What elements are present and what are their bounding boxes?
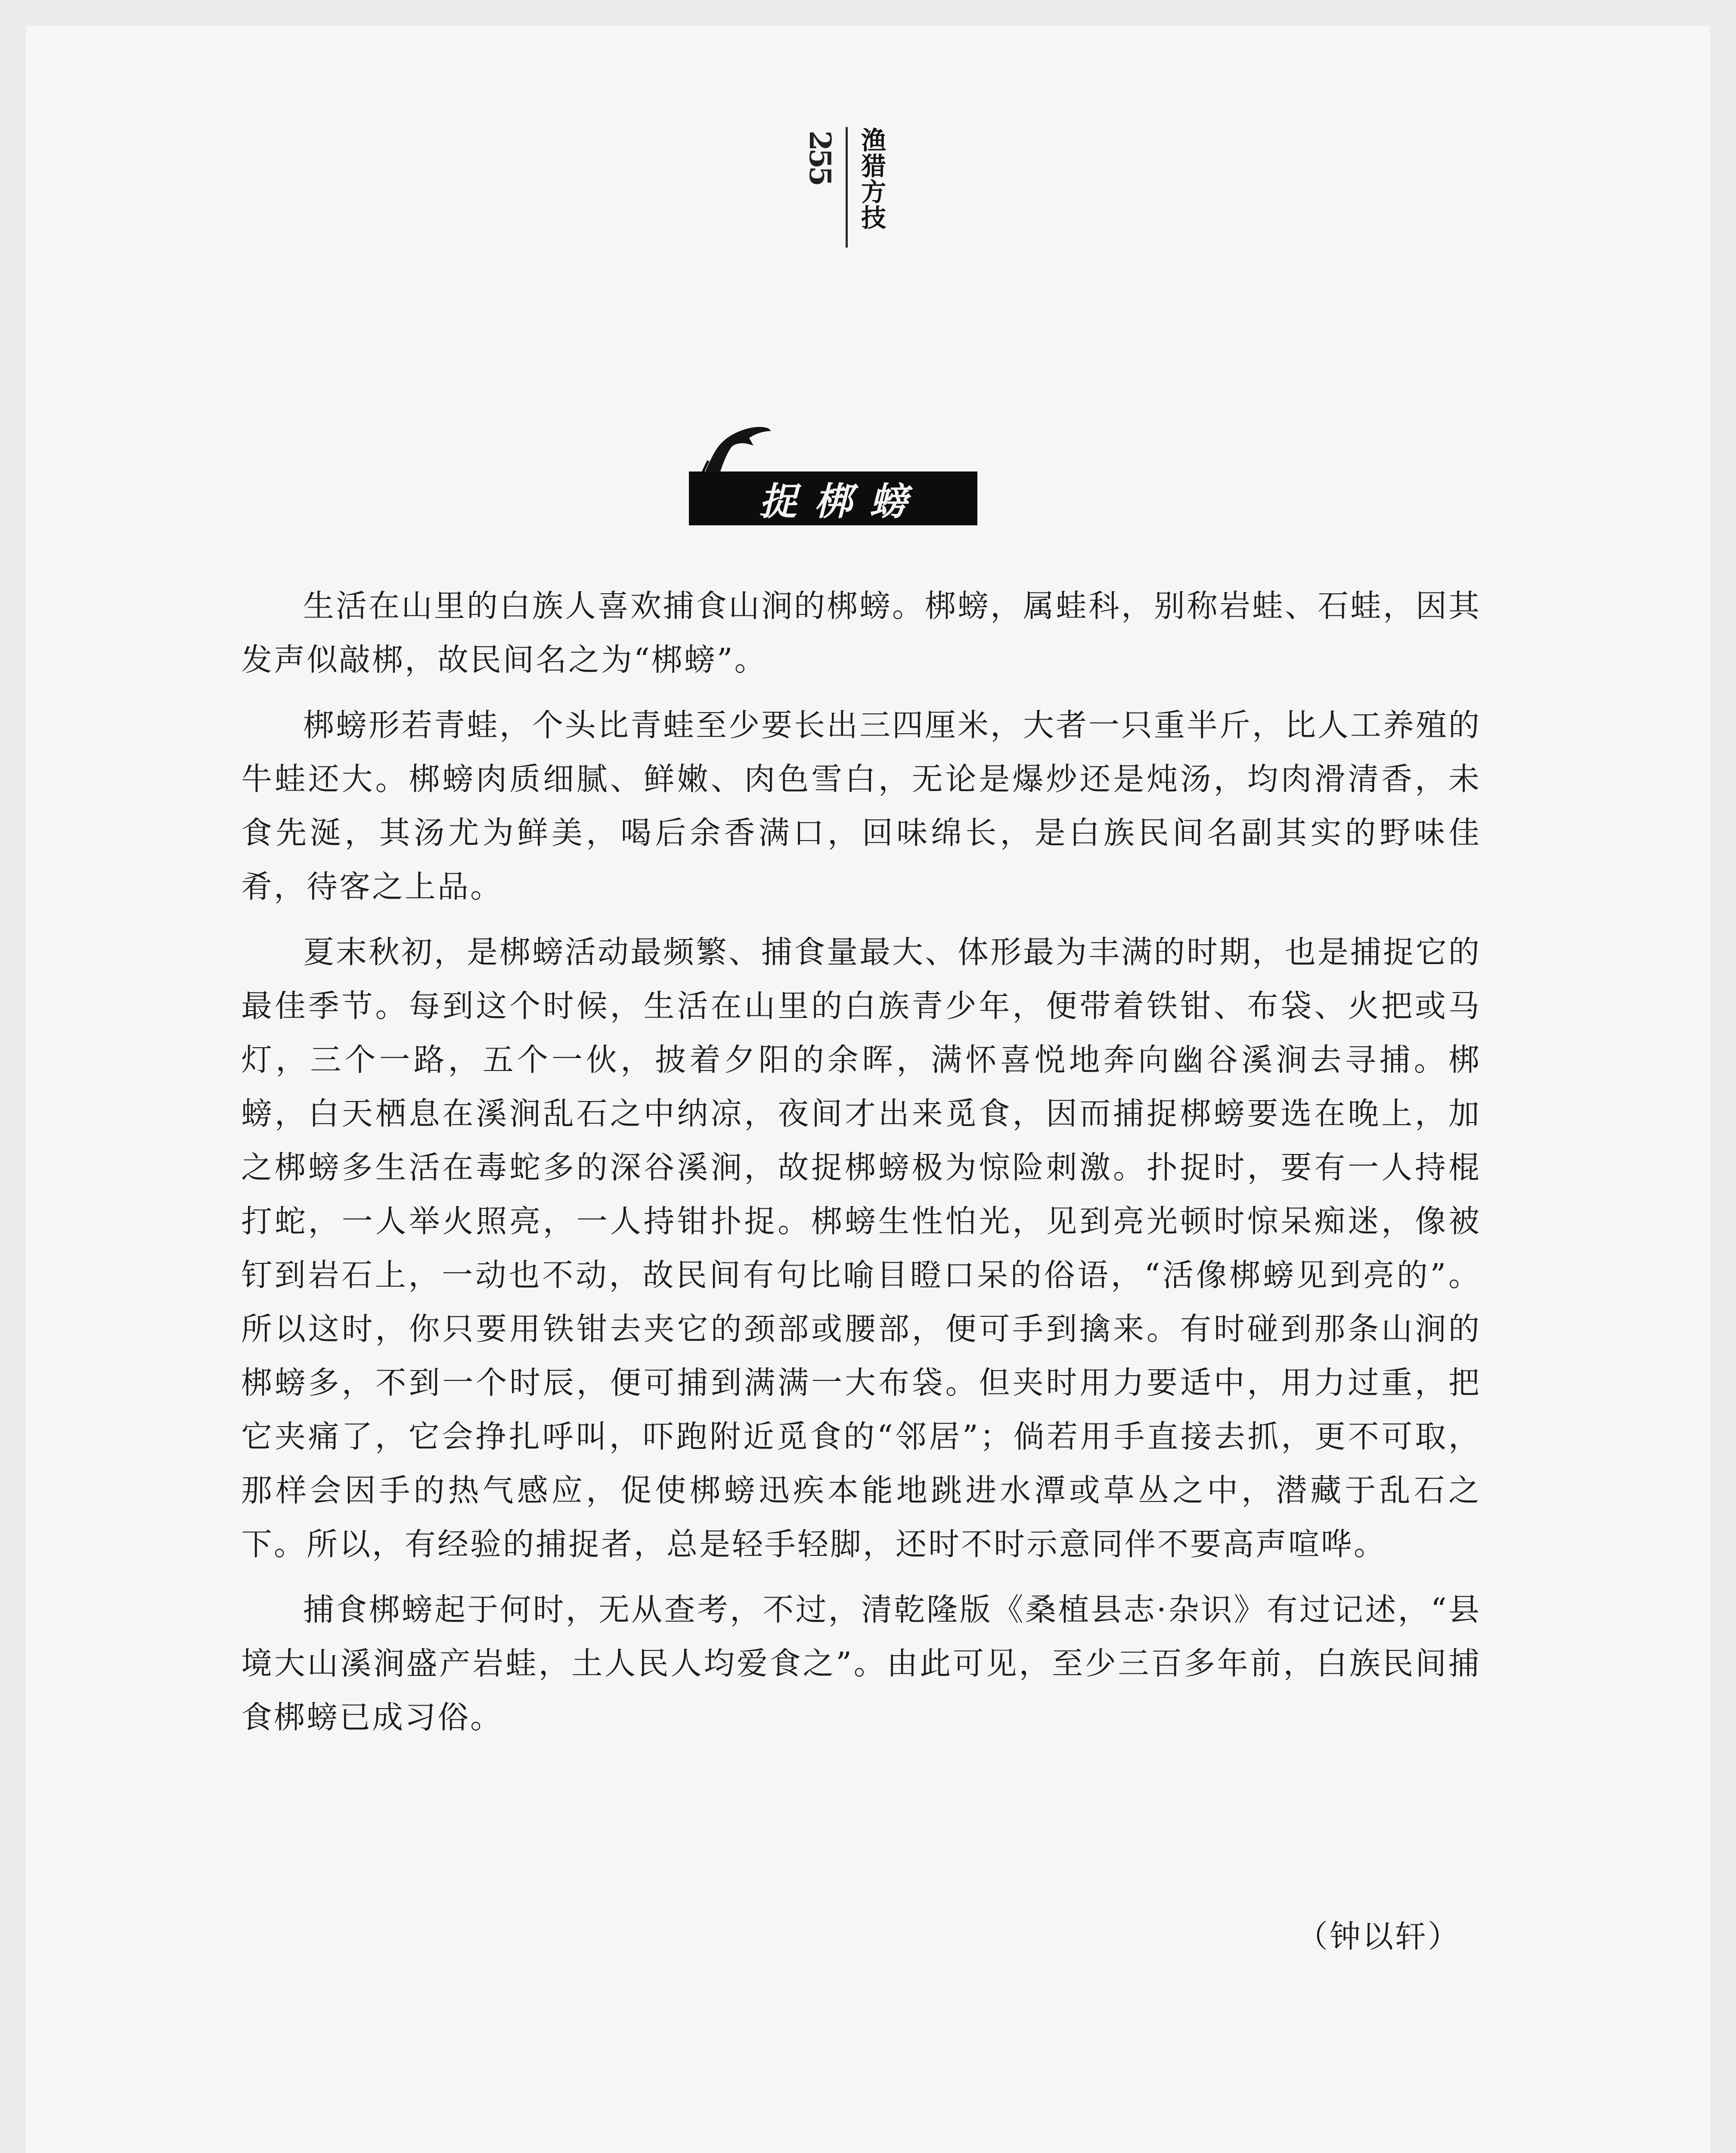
paragraph-1: 生活在山里的白族人喜欢捕食山涧的梆螃。梆螃，属蛙科，别称岩蛙、石蛙，因其发声似敲梆，故民间名之为“梆螃”。 (241, 588, 1482, 678)
author-credit: （钟以轩） (1296, 1918, 1460, 1954)
paragraph-2: 梆螃形若青蛙，个头比青蛙至少要长出三四厘米，大者一只重半斤，比人工养殖的牛蛙还大。梆螃肉质细腻、鲜嫩、肉色雪白，无论是爆炒还是炖汤，均肉滑清香，未食先涎，其汤尤为鲜美，喝后余香满口，回味绵长，是白族民间名副其实的野味佳肴，待客之上品。 (241, 707, 1482, 905)
header-divider (846, 127, 848, 248)
title-box (689, 472, 977, 525)
running-header (805, 127, 884, 252)
article-title-banner (678, 463, 980, 527)
article-body (241, 579, 1481, 1756)
page-number: 255 (803, 130, 837, 184)
article-title: 捉梆螃 (759, 478, 924, 524)
paragraph-3: 夏末秋初，是梆螃活动最频繁、捕食量最大、体形最为丰满的时期，也是捕捉它的最佳季节。每到这个时候，生活在山里的白族青少年，便带着铁钳、布袋、火把或马灯，三个一路，五个一伙，披着夕阳的余晖，满怀喜悦地奔向幽谷溪涧去寻捕。梆螃，白天栖息在溪涧乱石之中纳凉，夜间才出来觅食，因而捕捉梆螃要选在晚上，加之梆螃多生活在毒蛇多的深谷溪涧，故捉梆螃极为惊险刺激。扑捉时，要有一人持棍打蛇，一人举火照亮，一人持钳扑捉。梆螃生性怕光，见到亮光顿时惊呆痴迷，像被钉到岩石上，一动也不动，故民间有句比喻目瞪口呆的俗语，“活像梆螃见到亮的”。所以这时，你只要用铁钳去夹它的颈部或腰部，便可手到擒来。有时碰到那条山涧的梆螃多，不到一个时辰，便可捕到满满一大布袋。但夹时用力要适中，用力过重，把它夹痛了，它会挣扎呼叫，吓跑附近觅食的“邻居”；倘若用手直接去抓，更不可取，那样会因手的热气感应，促使梆螃迅疾本能地跳进水潭或草丛之中，潜藏于乱石之下。所以，有经验的捕捉者，总是轻手轻脚，还时不时示意同伴不要高声喧哗。 (241, 934, 1482, 1562)
paragraph-4: 捕食梆螃起于何时，无从查考，不过，清乾隆版《桑植县志·杂识》有过记述，“县境大山溪涧盛产岩蛙，土人民人均爱食之”。由此可见，至少三百多年前，白族民间捕食梆螃已成习俗。 (241, 1591, 1481, 1735)
section-title: 渔猎方技 (857, 127, 886, 230)
